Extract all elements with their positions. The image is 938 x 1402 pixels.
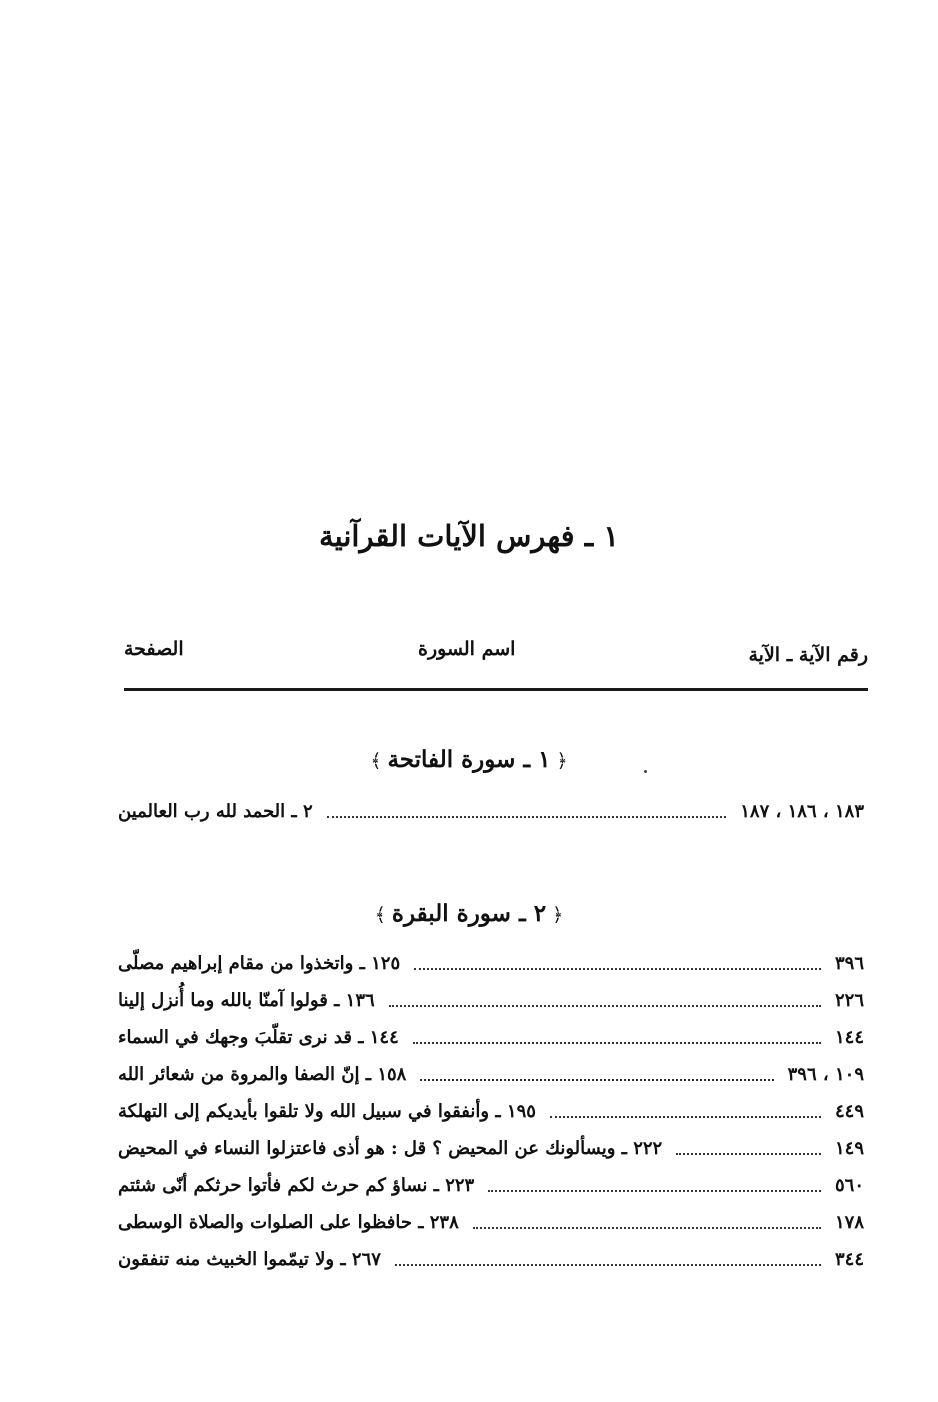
surah-heading-baqara — [0, 894, 938, 935]
dot-leader — [676, 1153, 821, 1155]
index-row — [118, 794, 864, 828]
ornament-close: ﴾ — [374, 904, 386, 926]
ornament-close: ﴾ — [370, 750, 382, 772]
surah-heading-text: ١ ـ سورة الفاتحة — [387, 746, 551, 773]
stray-mark — [644, 770, 647, 773]
verse-text: ١٤٤ ـ قد نرى تقلّبَ وجهك في السماء — [118, 1026, 399, 1048]
dot-leader — [420, 1079, 773, 1081]
page-numbers: ٥٦٠ — [834, 1174, 864, 1196]
page-numbers: ١٤٤ — [834, 1026, 864, 1048]
page-numbers: ٣٩٦ — [834, 952, 864, 974]
verse-text: ٢٦٧ ـ ولا تيمّموا الخبيث منه تنفقون — [118, 1248, 381, 1270]
header-rule — [124, 688, 868, 691]
index-row — [118, 1094, 864, 1128]
ornament-open: ﴿ — [556, 750, 568, 772]
index-row — [118, 1131, 864, 1165]
verse-text: ٢٣٨ ـ حافظوا على الصلوات والصلاة الوسطى — [118, 1211, 459, 1233]
page-numbers: ١٠٩ ، ٣٩٦ — [787, 1063, 864, 1085]
index-row — [118, 1205, 864, 1239]
column-header-verse: رقم الآية ـ الآية — [748, 644, 868, 666]
verse-text: ٢٢٢ ـ ويسألونك عن المحيض ؟ قل : هو أذى فاعتزلوا النساء في المحيض — [118, 1137, 663, 1159]
page-title: ١ ـ فهرس الآيات القرآنية — [319, 519, 619, 553]
column-header-page: الصفحة — [124, 638, 184, 660]
page-numbers: ١٤٩ — [834, 1137, 864, 1159]
verse-text: ١٢٥ ـ واتخذوا من مقام إبراهيم مصلّى — [118, 952, 401, 974]
dot-leader — [473, 1227, 821, 1229]
dot-leader — [550, 1116, 821, 1118]
index-row — [118, 1242, 864, 1276]
column-header-surah: اسم السورة — [418, 638, 516, 660]
verse-text: ١٩٥ ـ وأنفقوا في سبيل الله ولا تلقوا بأيديكم إلى التهلكة — [118, 1100, 536, 1122]
dot-leader — [327, 816, 727, 818]
page-numbers: ١٨٣ ، ١٨٦ ، ١٨٧ — [740, 800, 864, 822]
index-row — [118, 983, 864, 1017]
verse-text: ٢ ـ الحمد لله رب العالمين — [118, 800, 313, 822]
page-numbers: ٤٤٩ — [834, 1100, 864, 1122]
dot-leader — [413, 1042, 821, 1044]
verse-text: ١٥٨ ـ إنّ الصفا والمروة من شعائر الله — [118, 1063, 407, 1085]
dot-leader — [414, 968, 821, 970]
verse-text: ٢٢٣ ـ نساؤ كم حرث لكم فأتوا حرثكم أنّى شئتم — [118, 1174, 475, 1196]
dot-leader — [395, 1264, 821, 1266]
page-numbers: ٢٢٦ — [834, 989, 864, 1011]
index-row — [118, 946, 864, 980]
index-row — [118, 1057, 864, 1091]
ornament-open: ﴿ — [552, 904, 564, 926]
index-row — [118, 1168, 864, 1202]
dot-leader — [389, 1005, 821, 1007]
index-row — [118, 1020, 864, 1054]
surah-heading-text: ٢ ـ سورة البقرة — [391, 900, 547, 927]
dot-leader — [488, 1190, 821, 1192]
page-numbers: ٣٤٤ — [834, 1248, 864, 1270]
page-numbers: ١٧٨ — [834, 1211, 864, 1233]
surah-heading-fatiha — [0, 740, 938, 781]
verse-text: ١٣٦ ـ قولوا آمنّا بالله وما أُنزل إلينا — [118, 989, 375, 1011]
